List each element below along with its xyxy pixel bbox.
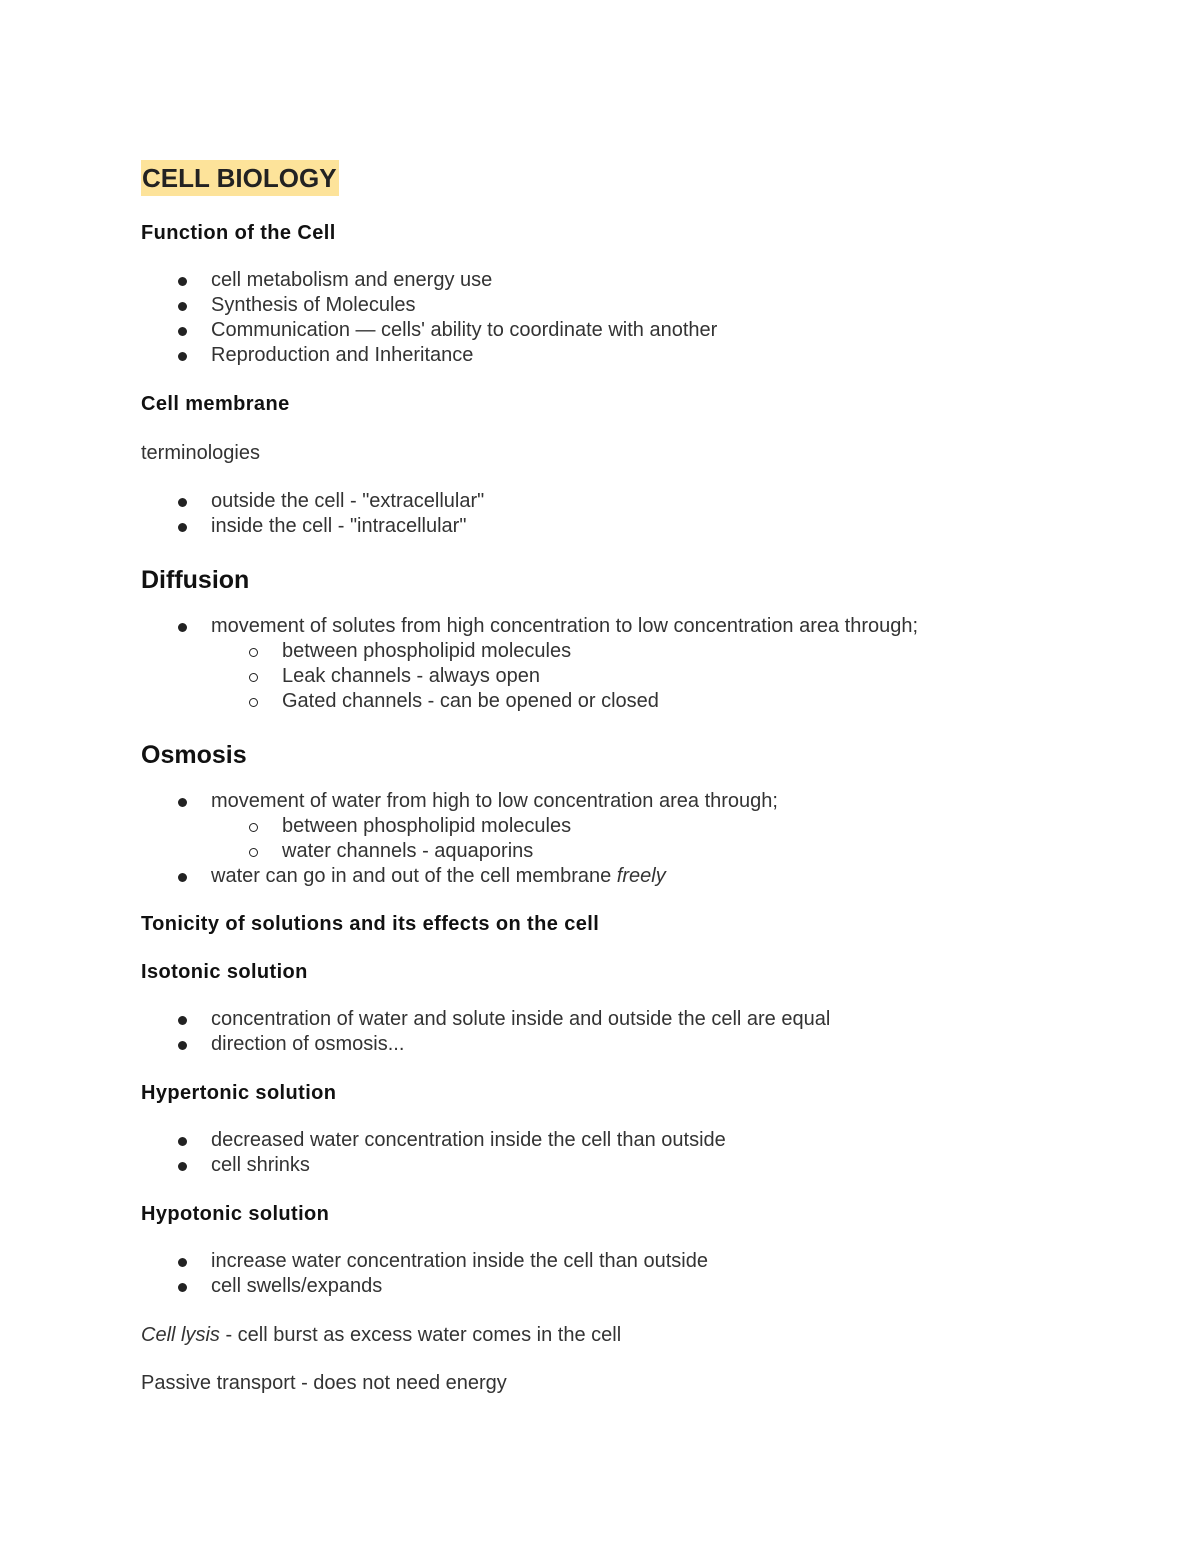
hollow-bullet-icon xyxy=(249,848,258,857)
tonicity-heading: Tonicity of solutions and its effects on the cell xyxy=(141,913,600,935)
hypertonic-list xyxy=(141,1128,1101,1178)
lysis-definition: - cell burst as excess water comes in the cell xyxy=(219,1324,622,1346)
list-item-text: Reproduction and Inheritance xyxy=(211,344,474,366)
list-item xyxy=(211,268,1101,293)
list-item xyxy=(211,1128,1101,1153)
list-item-text: Communication — cells' ability to coordinate with another xyxy=(211,319,718,341)
list-item-text: direction of osmosis... xyxy=(211,1033,405,1055)
bullet-icon xyxy=(178,1283,187,1292)
bullet-icon xyxy=(178,1041,187,1050)
document-title: CELL BIOLOGY xyxy=(141,160,339,196)
list-item-text: increase water concentration inside the cell than outside xyxy=(211,1250,708,1272)
membrane-heading: Cell membrane xyxy=(141,393,290,415)
list-item xyxy=(211,789,1101,864)
osmosis-list xyxy=(141,789,1101,889)
list-item xyxy=(211,318,1101,343)
osmosis-heading: Osmosis xyxy=(141,741,247,769)
list-item xyxy=(211,864,1101,889)
list-item xyxy=(211,614,1101,714)
sub-list-item xyxy=(282,664,1101,689)
diffusion-heading: Diffusion xyxy=(141,566,250,594)
sub-list-item xyxy=(282,814,1101,839)
list-item-text: decreased water concentration inside the cell than outside xyxy=(211,1129,726,1151)
list-item xyxy=(211,343,1101,368)
diffusion-list xyxy=(141,614,1101,714)
list-item-text: cell shrinks xyxy=(211,1154,310,1176)
title-row xyxy=(141,160,1101,196)
sub-list-item-text: water channels - aquaporins xyxy=(282,840,534,862)
membrane-list xyxy=(141,489,1101,539)
list-item-text: movement of solutes from high concentration to low concentration area through; xyxy=(211,615,919,637)
bullet-icon xyxy=(178,623,187,632)
membrane-subtext: terminologies xyxy=(141,442,260,464)
bullet-icon xyxy=(178,327,187,336)
diffusion-sublist xyxy=(211,639,1101,714)
list-item xyxy=(211,514,1101,539)
bullet-icon xyxy=(178,1258,187,1267)
document-page xyxy=(141,160,1101,1396)
bullet-icon xyxy=(178,498,187,507)
bullet-icon xyxy=(178,523,187,532)
list-item-text: inside the cell - "intracellular" xyxy=(211,515,467,537)
list-item xyxy=(211,1032,1101,1057)
hollow-bullet-icon xyxy=(249,648,258,657)
function-heading: Function of the Cell xyxy=(141,222,336,244)
hollow-bullet-icon xyxy=(249,673,258,682)
emphasis-text: freely xyxy=(616,865,666,887)
sub-list-item xyxy=(282,839,1101,864)
list-item xyxy=(211,1274,1101,1299)
sub-list-item-text: between phospholipid molecules xyxy=(282,640,572,662)
list-item-text: water can go in and out of the cell membrane xyxy=(211,865,617,887)
hypotonic-list xyxy=(141,1249,1101,1299)
list-item-text: movement of water from high to low concentration area through; xyxy=(211,790,778,812)
hypertonic-heading: Hypertonic solution xyxy=(141,1082,337,1104)
isotonic-heading: Isotonic solution xyxy=(141,961,308,983)
list-item xyxy=(211,1249,1101,1274)
hypotonic-heading: Hypotonic solution xyxy=(141,1203,330,1225)
sub-list-item xyxy=(282,639,1101,664)
isotonic-list xyxy=(141,1007,1101,1057)
bullet-icon xyxy=(178,352,187,361)
list-item-text: outside the cell - "extracellular" xyxy=(211,490,485,512)
sub-list-item-text: between phospholipid molecules xyxy=(282,815,572,837)
list-item-text: concentration of water and solute inside and outside the cell are equal xyxy=(211,1008,831,1030)
bullet-icon xyxy=(178,277,187,286)
sub-list-item-text: Gated channels - can be opened or closed xyxy=(282,690,659,712)
bullet-icon xyxy=(178,302,187,311)
list-item xyxy=(211,293,1101,318)
bullet-icon xyxy=(178,1016,187,1025)
sub-list-item-text: Leak channels - always open xyxy=(282,665,540,687)
lysis-paragraph xyxy=(141,1322,1101,1348)
osmosis-sublist xyxy=(211,814,1101,864)
list-item-text: cell metabolism and energy use xyxy=(211,269,493,291)
function-list xyxy=(141,268,1101,368)
list-item xyxy=(211,1007,1101,1032)
lysis-term: Cell lysis xyxy=(141,1324,220,1346)
list-item-text: Synthesis of Molecules xyxy=(211,294,416,316)
list-item-text: cell swells/expands xyxy=(211,1275,383,1297)
sub-list-item xyxy=(282,689,1101,714)
hollow-bullet-icon xyxy=(249,698,258,707)
bullet-icon xyxy=(178,1162,187,1171)
bullet-icon xyxy=(178,1137,187,1146)
bullet-icon xyxy=(178,873,187,882)
passive-transport-paragraph: Passive transport - does not need energy xyxy=(141,1372,507,1394)
list-item xyxy=(211,489,1101,514)
list-item xyxy=(211,1153,1101,1178)
hollow-bullet-icon xyxy=(249,823,258,832)
bullet-icon xyxy=(178,798,187,807)
